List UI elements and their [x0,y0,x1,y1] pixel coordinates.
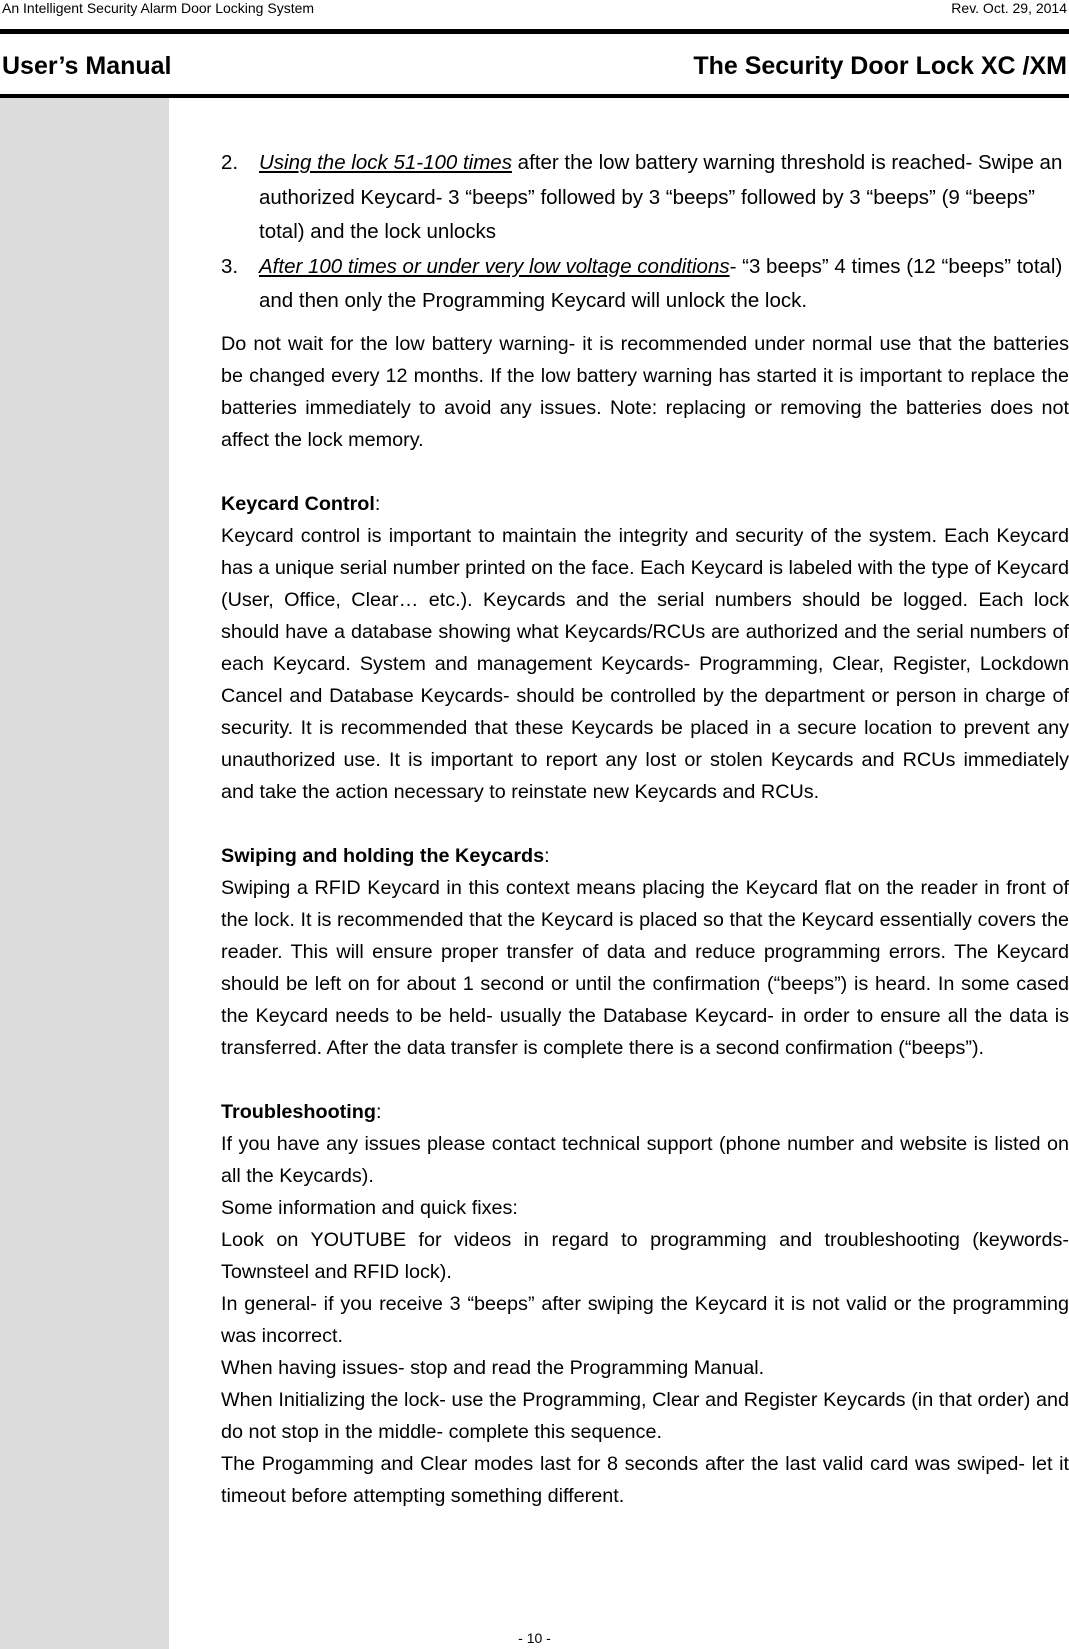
title-divider [0,94,1069,98]
list-lead: After 100 times or under very low voltage conditions [259,254,730,278]
page-number: - 10 - [518,1630,551,1646]
revision-date: Rev. Oct. 29, 2014 [951,0,1067,16]
keycard-control-body: Keycard control is important to maintain the integrity and security of the system. Each Keycard has a unique serial number printed on the face. Each Keycard is labeled with the type of Keycard (User, Office, Clear… etc.). Keycards and the serial numbers should be logged. Each lock should have a database showing what Keycards/RCUs are authorized and the serial numbers of each Keycard. System and management Keycards- Programming, Clear, Register, Lockdown Cancel and Database Keycards- should be controlled by the department or person in charge of security. It is recommended that these Keycards be placed in a secure location to prevent any unauthorized use. It is important to report any lost or stolen Keycards and RCUs immediately and take the action necessary to reinstate new Keycards and RCUs. [221,524,1069,803]
header-divider [0,29,1069,34]
list-text: after the low battery warning threshold is reached- Swipe an authorized Keycard- 3 “beeps” followed by 3 “beeps” followed by 3 “beeps” (9 “beeps” total) and the lock unlocks [259,151,1063,243]
troubleshooting-line: The Progamming and Clear modes last for 8 seconds after the last valid card was swiped- let it timeout before attempting something different. [221,1452,1069,1507]
page-content [221,146,1069,1512]
troubleshooting-line: When Initializing the lock- use the Programming, Clear and Register Keycards (in that order) and do not stop in the middle- complete this sequence. [221,1388,1069,1443]
document-title: An Intelligent Security Alarm Door Locking System [2,0,315,16]
section-heading: Swiping and holding the Keycards: [221,844,550,867]
section-heading: Troubleshooting: [221,1100,382,1123]
list-item [221,146,1069,250]
list-number: 2. [221,151,239,174]
title-row [0,48,1069,88]
troubleshooting-line: If you have any issues please contact technical support (phone number and website is listed on all the Keycards). [221,1132,1069,1187]
battery-note: Do not wait for the low battery warning- it is recommended under normal use that the batteries be changed every 12 months. If the low battery warning has started it is important to replace the batteries immediately to avoid any issues. Note: replacing or removing the batteries does not affect the lock memory. [221,332,1069,451]
section-heading: Keycard Control: [221,492,381,515]
swiping-body: Swiping a RFID Keycard in this context means placing the Keycard flat on the reader in front of the lock. It is recommended that the Keycard is placed so that the Keycard essentially covers the reader. This will ensure proper transfer of data and reduce programming errors. The Keycard should be left on for about 1 second or until the confirmation (“beeps”) is heard. In some cased the Keycard needs to be held- usually the Database Keycard- in order to ensure all the data is transferred. After the data transfer is complete there is a second confirmation (“beeps”). [221,876,1069,1059]
product-title: The Security Door Lock XC /XM [693,52,1067,80]
keycard-control-heading: Keycard Control [221,492,375,515]
running-header [0,0,1069,30]
troubleshooting-line: Some information and quick fixes: [221,1196,518,1219]
troubleshooting-line: In general- if you receive 3 “beeps” after swiping the Keycard it is not valid or the programming was incorrect. [221,1292,1069,1347]
troubleshooting-line: Look on YOUTUBE for videos in regard to programming and troubleshooting (keywords- Townsteel and RFID lock). [221,1228,1069,1283]
list-lead: Using the lock 51-100 times [259,151,512,174]
troubleshooting-heading: Troubleshooting [221,1100,376,1123]
list-item [221,250,1069,319]
list-text: - “3 beeps” 4 times (12 “beeps” total) and then only the Programming Keycard will unlock the lock. [259,254,1063,312]
swiping-heading: Swiping and holding the Keycards [221,844,545,867]
troubleshooting-line: When having issues- stop and read the Programming Manual. [221,1356,765,1379]
manual-label: User’s Manual [2,52,172,80]
left-margin-band [0,98,169,1649]
list-number: 3. [221,254,239,278]
